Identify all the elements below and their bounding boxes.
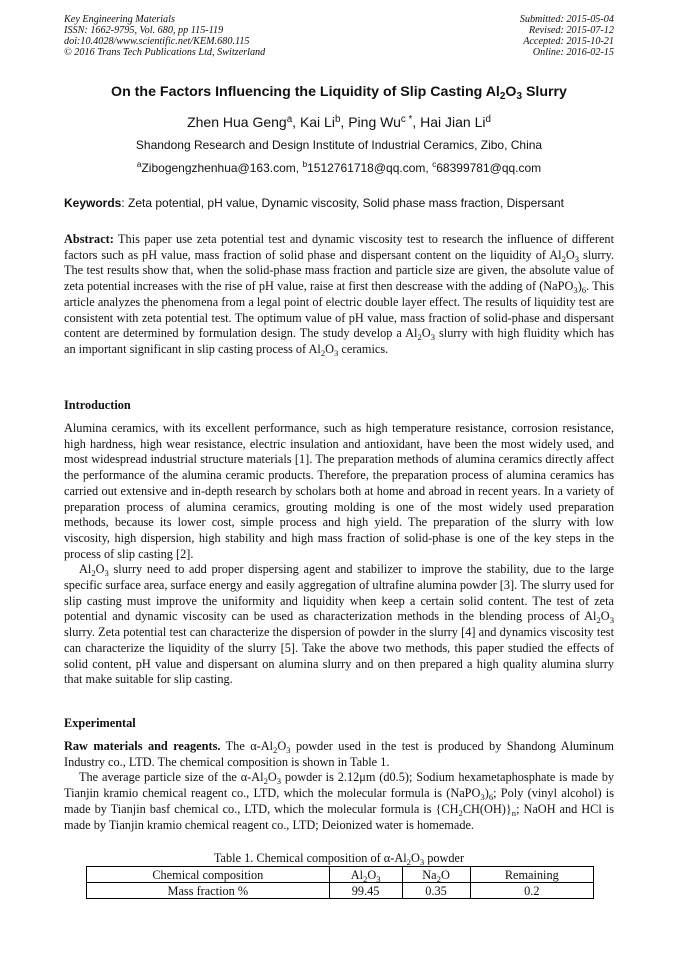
author-emails: $^a$Zibogengzhenhua@163.com, $^b$1512761718@qq.com, $^c$68399781@qq.com	[136, 159, 542, 175]
chemical-composition-table	[86, 866, 594, 899]
section-heading-experimental: Experimental	[64, 716, 136, 730]
table-header-cell: $Na_2O$	[402, 867, 470, 883]
revised-date: Revised: 2015-07-12	[528, 25, 614, 36]
abstract: Abstract: This paper use zeta potential test and dynamic viscosity test to research the influence of different factors such as pH value, mass fraction of solid phase and dispersant content on the liquidity of $Al_2O_3$ slurry. The test results show that, when the solid-phase mass fraction and particle size are given, the absolute value of zeta potential increases with the rise of pH value, raise at first then descrease with the adding of $(NaPO_3)_6$. This article analyzes the phenomena from a legal point of electric double layer effect. The results of liquidity test are consistent with zeta potential test. The optimum value of pH value, mass fraction of solid-phase and dispersant content are determined by formulation design. The study develop a $Al_2O_3$ slurry with high fluidity which has an important significant in slip casting process of $Al_2O_3$ ceramics.	[64, 232, 614, 358]
author-list: Zhen Hua Geng$^a$, Kai Li$^b$, Ping $Wu^{c *}$, Hai Jian Li$^d$	[187, 114, 491, 130]
table-row	[87, 867, 594, 883]
table-header-cell: Remaining	[470, 867, 593, 883]
table-header-cell: $Al_2O_3$	[329, 867, 402, 883]
email-link[interactable]: Zibogengzhenhua@163.com,	[141, 161, 303, 175]
paper-title: On the Factors Influencing the Liquidity of Slip Casting $Al_2O_3$ Slurry	[111, 84, 567, 102]
journal-copyright: © 2016 Trans Tech Publications Ltd, Switzerland	[64, 47, 266, 58]
keywords-text: : Zeta potential, pH value, Dynamic viscosity, Solid phase mass fraction, Dispersant	[121, 196, 564, 210]
table-header-cell: Chemical composition	[87, 867, 330, 883]
experimental-body	[64, 739, 614, 833]
paragraph: $Al_2O_3$ slurry need to add proper dispersing agent and stabilizer to improve the stability, due to the large specific surface area, surface energy and easily aggregation of ultrafine alumina powder [3]. The slurry used for slip casting must improve the uniformity and liquidity when keep a certain solid content. The test of zeta potential and dynamic viscosity can be used as characterization methods in the blending process of $Al_2O_3$ slurry. Zeta potential test can characterize the dispersion of powder in the slurry [4] and dynamics viscosity test can characterize the liquidity of the slurry [5]. Take the above two methods, this paper studied the effects of solid content, pH value and dispersant on alumina slurry and on then prepared a high quality alumina slurry that make suitable for slip casting.	[64, 562, 614, 687]
section-heading-introduction: Introduction	[64, 398, 131, 412]
table-caption: Table 1. Chemical composition of $\alpha-Al_2O_3$ powder	[213, 851, 465, 867]
author-name: Kai Li	[299, 114, 335, 130]
author-name: Hai Jian Li	[420, 114, 486, 130]
table-cell: 0.35	[402, 883, 470, 899]
journal-doi: doi:10.4028/www.scientific.net/KEM.680.115	[64, 36, 250, 47]
online-date: Online: 2016-02-15	[532, 47, 614, 58]
abstract-label: Abstract:	[64, 232, 114, 246]
table-cell: 99.45	[329, 883, 402, 899]
email-link[interactable]: 1512761718@qq.com,	[307, 161, 433, 175]
paragraph: The average particle size of the $\alpha-Al_2O_3$ powder is 2.12μm (d0.5); Sodium hexametaphosphate is made by Tianjin kramio chemical reagent co., LTD, which the molecular formula is $(NaPO_3)_6$; Poly (vinyl alcohol) is made by Tianjin basf chemical co., LTD, which the molecular formula is $\{CH_2CH(OH)\}_n$; NaOH and HCl is made by Tianjin kramio chemical reagent co., LTD; Deionized water is homemade.	[64, 770, 615, 832]
table-row	[87, 883, 594, 899]
introduction-body	[64, 421, 614, 688]
subsection-label: Raw materials and reagents.	[64, 739, 221, 753]
paragraph: Raw materials and reagents. The $\alpha-Al_2O_3$ powder used in the test is produced by Shandong Aluminum Industry co., LTD. The chemical composition is shown in Table 1.	[64, 739, 614, 769]
journal-issn: ISSN: 1662-9795, Vol. 680, pp 115-119	[64, 25, 224, 36]
author-name: Zhen Hua Geng	[187, 114, 287, 130]
keywords	[64, 196, 624, 210]
email-link[interactable]: 68399781@qq.com	[436, 161, 542, 175]
journal-name: Key Engineering Materials	[64, 14, 175, 25]
author-name: Ping Wu	[348, 114, 401, 130]
journal-header-right	[520, 14, 614, 58]
accepted-date: Accepted: 2015-10-21	[523, 36, 614, 47]
table-cell: Mass fraction %	[87, 883, 330, 899]
table-cell: 0.2	[470, 883, 593, 899]
affiliation: Shandong Research and Design Institute of Industrial Ceramics, Zibo, China	[135, 138, 543, 152]
journal-header-left	[64, 14, 265, 58]
keywords-label: Keywords	[64, 196, 122, 210]
paragraph: Alumina ceramics, with its excellent performance, such as high temperature resistance, corrosion resistance, high hardness, high wear resistance, electric insulation and antioxidant, have been the most widely used, and most widespread industrial structure materials [1]. The preparation methods of alumina ceramics directly affect the performance of the alumina ceramic products. Therefore, the preparation process of alumina ceramics has carried out extensive and in-depth research by scholars both at home and abroad in recent years. In a variety of preparation process of alumina ceramics, grouting molding is one of the most widely used preparation methods, because its lower cost, simple process and high yield. The preparation of the slurry with low viscosity, high dispersion, high stability and high mass fraction of solid-phase is one of the key steps in the process of slip casting [2].	[64, 421, 614, 561]
submitted-date: Submitted: 2015-05-04	[519, 14, 614, 25]
